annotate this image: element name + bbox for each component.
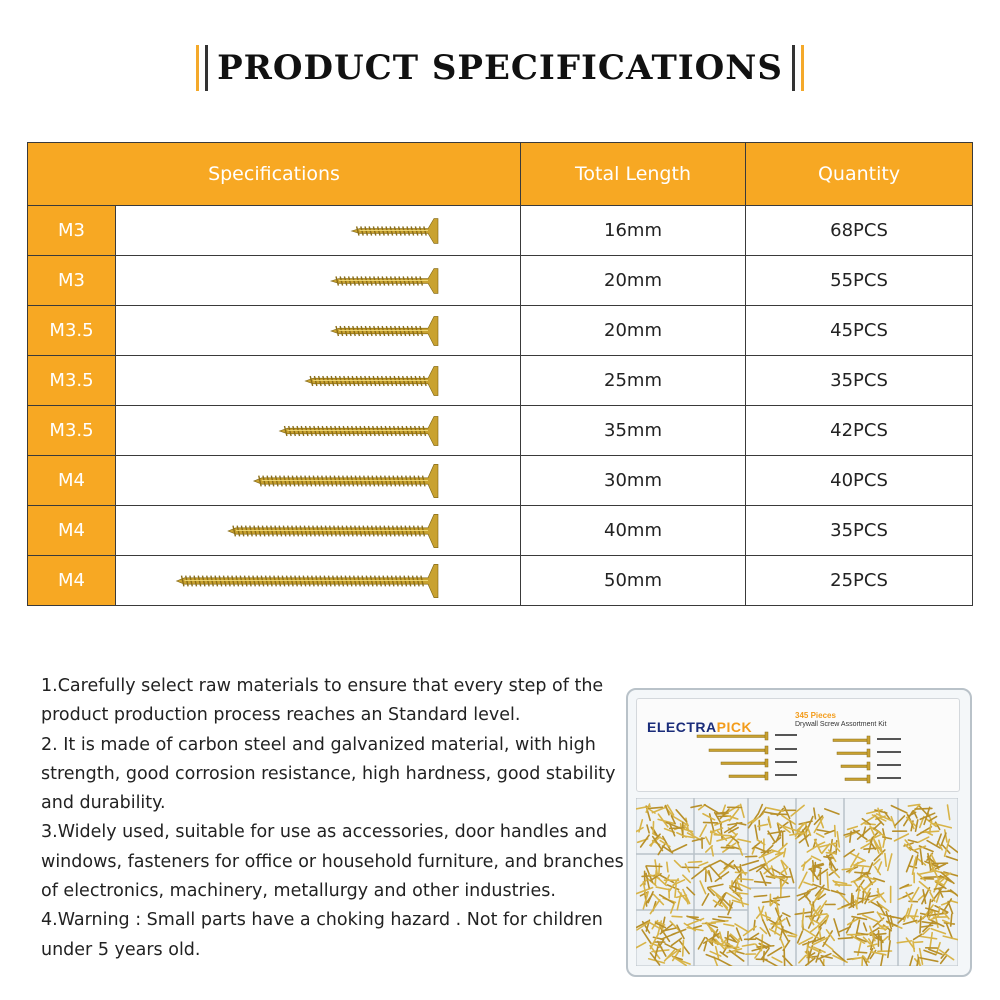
spec-table-header — [28, 143, 973, 206]
spec-length: 20mm — [521, 306, 746, 356]
title-bar-right — [801, 45, 804, 91]
header-specifications: Specifications — [28, 143, 521, 206]
kit-title: 345 Pieces — [795, 711, 836, 720]
page-title-text: PRODUCT SPECIFICATIONS — [217, 48, 783, 88]
table-row — [28, 356, 973, 406]
screw-icon — [116, 358, 521, 404]
spec-length: 35mm — [521, 406, 746, 456]
screw-icon — [116, 558, 521, 604]
spec-length: 20mm — [521, 256, 746, 306]
spec-quantity: 42PCS — [746, 406, 973, 456]
brand-accent: PICK — [716, 719, 753, 735]
table-row — [28, 556, 973, 606]
spec-quantity: 35PCS — [746, 506, 973, 556]
spec-quantity: 35PCS — [746, 356, 973, 406]
screw-image-cell — [116, 356, 521, 406]
spec-size: M3 — [28, 206, 116, 256]
page-title — [193, 44, 807, 92]
box-label — [636, 698, 960, 792]
table-row — [28, 206, 973, 256]
brand-main: ELECTRA — [647, 719, 717, 735]
screw-image-cell — [116, 456, 521, 506]
screw-image-cell — [116, 506, 521, 556]
table-row — [28, 256, 973, 306]
note-3: 3.Widely used, suitable for use as accessories, door handles and windows, fasteners for office or household furniture, and branches of electronics, machinery, metallurgy and other industries. — [41, 822, 624, 902]
spec-size: M3 — [28, 256, 116, 306]
product-box-image — [626, 688, 972, 977]
screw-image-cell — [116, 206, 521, 256]
spec-size: M4 — [28, 456, 116, 506]
spec-quantity: 45PCS — [746, 306, 973, 356]
spec-quantity: 25PCS — [746, 556, 973, 606]
spec-table — [27, 142, 973, 606]
screw-image-cell — [116, 406, 521, 456]
spec-length: 30mm — [521, 456, 746, 506]
notes — [41, 672, 631, 965]
spec-length: 16mm — [521, 206, 746, 256]
spec-size: M4 — [28, 556, 116, 606]
note-4: 4.Warning : Small parts have a choking hazard . Not for children under 5 years old. — [41, 910, 603, 960]
screw-icon — [116, 208, 521, 254]
header-total-length: Total Length — [521, 143, 746, 206]
spec-size: M4 — [28, 506, 116, 556]
label-screws-graphic — [637, 699, 959, 791]
spec-length: 40mm — [521, 506, 746, 556]
spec-quantity: 55PCS — [746, 256, 973, 306]
table-row — [28, 456, 973, 506]
title-wrap — [0, 44, 1000, 92]
title-bar-left-dark — [205, 45, 208, 91]
header-quantity: Quantity — [746, 143, 973, 206]
table-row — [28, 406, 973, 456]
screw-icon — [116, 508, 521, 554]
screw-image-cell — [116, 306, 521, 356]
box-compartments — [636, 798, 958, 966]
screw-icon — [116, 258, 521, 304]
kit-subtitle: Drywall Screw Assortment Kit — [795, 721, 887, 728]
note-2: 2. It is made of carbon steel and galvanized material, with high strength, good corrosion resistance, high hardness, good stability and durability. — [41, 734, 616, 814]
spec-size: M3.5 — [28, 356, 116, 406]
spec-size: M3.5 — [28, 306, 116, 356]
spec-quantity: 40PCS — [746, 456, 973, 506]
screw-icon — [116, 308, 521, 354]
screw-image-cell — [116, 556, 521, 606]
screw-icon — [116, 408, 521, 454]
screw-icon — [116, 458, 521, 504]
screw-image-cell — [116, 256, 521, 306]
title-bar-right-dark — [792, 45, 795, 91]
table-row — [28, 506, 973, 556]
spec-length: 25mm — [521, 356, 746, 406]
spec-length: 50mm — [521, 556, 746, 606]
note-1: 1.Carefully select raw materials to ensure that every step of the product production process reaches an Standard level. — [41, 676, 604, 726]
spec-size: M3.5 — [28, 406, 116, 456]
title-bar-left — [196, 45, 199, 91]
table-row — [28, 306, 973, 356]
spec-quantity: 68PCS — [746, 206, 973, 256]
